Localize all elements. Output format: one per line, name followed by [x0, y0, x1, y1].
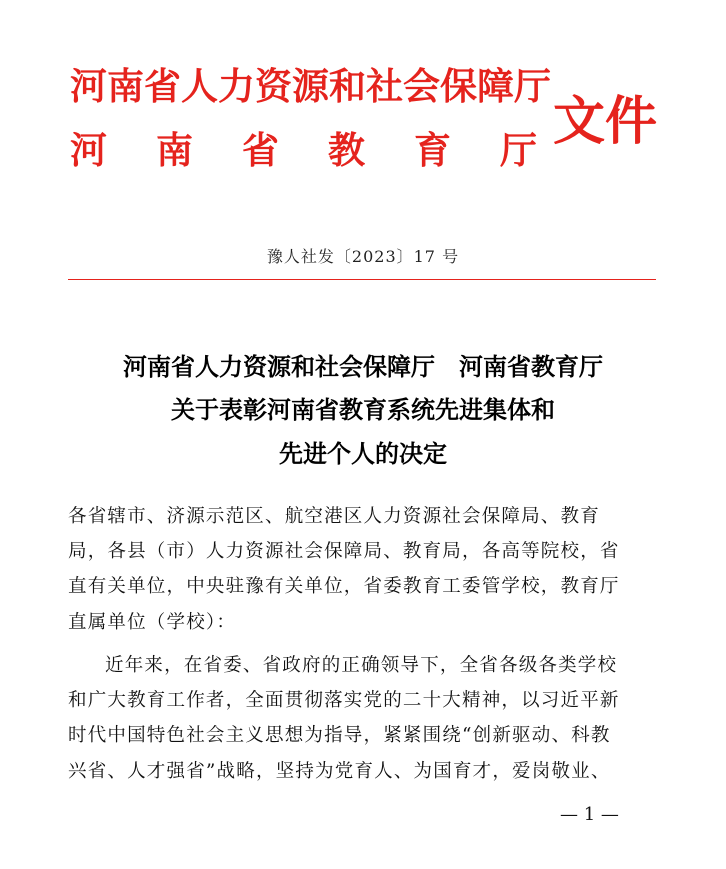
- body-line: 兴省、人才强省”战略，坚持为党育人、为国育才，爱岗敬业、: [68, 761, 611, 782]
- red-divider: [68, 279, 656, 280]
- body-line: 局，各县（市）人力资源社会保障局、教育局，各高等院校，省: [68, 541, 620, 562]
- title-line-3: 先进个人的决定: [279, 439, 447, 468]
- title-line-2: 关于表彰河南省教育系统先进集体和: [171, 395, 555, 424]
- title-line-1: 河南省人力资源和社会保障厅 河南省教育厅: [123, 352, 603, 381]
- body-line: 直属单位（学校）：: [68, 612, 237, 633]
- body-line: 直有关单位，中央驻豫有关单位，省委教育工委管学校，教育厅: [68, 576, 620, 597]
- document-type-label: 文件: [553, 91, 658, 152]
- body-line: 和广大教育工作者，全面贯彻落实党的二十大精神，以习近平新: [68, 690, 620, 711]
- page-number: — 1 —: [560, 804, 619, 825]
- body-line: 各省辖市、济源示范区、航空港区人力资源社会保障局、教育: [68, 506, 600, 527]
- issuing-org-hrss: 河南省人力资源和社会保障厅: [70, 64, 551, 108]
- issuing-org-education: 河南省教育厅: [70, 128, 586, 172]
- document-number: 豫人社发〔2023〕17 号: [266, 247, 460, 266]
- body-line: 时代中国特色社会主义思想为指导，紧紧围绕“创新驱动、科教: [68, 725, 611, 746]
- body-line: 近年来，在省委、省政府的正确领导下，全省各级各类学校: [105, 655, 618, 676]
